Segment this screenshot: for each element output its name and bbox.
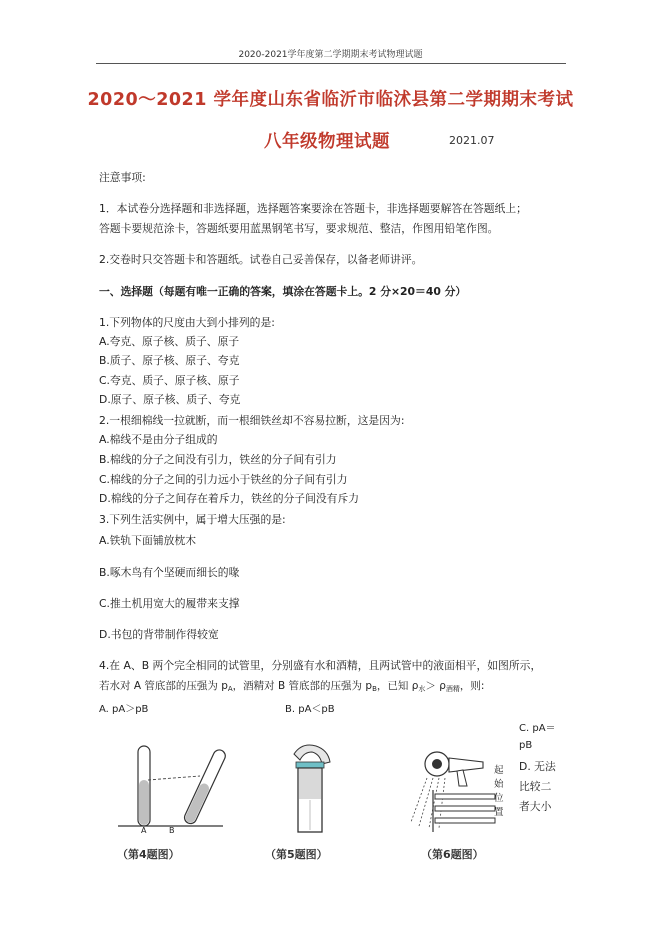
q2-option-d: D.棉线的分子之间存在着斥力，铁丝的分子间没有斥力 — [99, 492, 360, 505]
q2-stem: 2.一根细棉线一拉就断，而一根细铁丝却不容易拉断，这是因为: — [99, 414, 405, 427]
q1-option-a: A.夸克、原子核、质子、原子 — [99, 335, 240, 348]
q2-option-c: C.棉线的分子之间的引力远小于铁丝的分子间有引力 — [99, 473, 348, 486]
q4-option-d-line3: 者大小 — [519, 800, 552, 813]
header-divider — [96, 63, 566, 64]
q1-stem: 1.下列物体的尺度由大到小排列的是: — [99, 316, 275, 329]
notes-paragraph-1a: 1．本试卷分选择题和非选择题，选择题答案要涂在答题卡，非选择题要解答在答题纸上； — [99, 202, 527, 215]
figure-6-caption: （第6题图） — [421, 848, 484, 861]
q3-option-c: C.推土机用宽大的履带来支撑 — [99, 597, 240, 610]
running-header: 2020-2021学年度第二学期期末考试物理试题 — [238, 50, 423, 60]
exam-subtitle: 八年级物理试题 — [264, 132, 390, 152]
q3-option-a: A.铁轨下面铺放枕木 — [99, 534, 197, 547]
figure-6-side-label: 起 始 位 置 — [494, 765, 504, 818]
q1-option-b: B.质子、原子核、原子、夸克 — [99, 354, 240, 367]
q3-stem: 3.下列生活实例中，属于增大压强的是: — [99, 513, 286, 526]
figure-6-hair-dryer — [405, 750, 505, 840]
q1-option-d: D.原子、原子核、质子、夸克 — [99, 393, 241, 406]
exam-title: 2020～2021 学年度山东省临沂市临沭县第二学期期末考试 — [87, 90, 574, 110]
q3-option-b: B.啄木鸟有个坚硬而细长的喙 — [99, 566, 240, 579]
q2-option-a: A.棉线不是由分子组成的 — [99, 433, 218, 446]
figure-5-caption: （第5题图） — [265, 848, 328, 861]
q4-stem-line2: 若水对 A 管底部的压强为 $p_A$，酒精对 B 管底部的压强为 $p_B$，已知 $\rho_水> \rho_{酒精}$，则: — [99, 680, 485, 693]
figure-4-test-tubes — [118, 738, 228, 838]
q4-option-a: A. pA＞pB — [99, 704, 149, 715]
q3-option-d: D.书包的背带制作得较宽 — [99, 628, 219, 641]
figure-4-caption: （第4题图） — [117, 848, 180, 861]
q4-option-c-line1: C. pA＝ — [519, 723, 556, 734]
figure-4-label-a: A — [141, 826, 147, 835]
notes-heading: 注意事项: — [99, 171, 146, 184]
exam-date: 2021.07 — [449, 134, 495, 147]
notes-paragraph-1b: 答题卡要规范涂卡，答题纸要用蓝黑钢笔书写，要求规范、整洁，作图用铅笔作图。 — [99, 222, 499, 235]
figure-5-tube-card — [284, 738, 344, 838]
section-heading: 一、选择题（每题有唯一正确的答案，填涂在答题卡上。2 分×20＝40 分） — [99, 285, 467, 298]
figure-4-label-b: B — [169, 826, 175, 835]
q4-option-b: B. pA＜pB — [285, 704, 335, 715]
q1-option-c: C.夸克、质子、原子核、原子 — [99, 374, 240, 387]
q4-stem-line1: 4.在 A、B 两个完全相同的试管里，分别盛有水和酒精，且两试管中的液面相平，如图所示， — [99, 659, 542, 672]
q4-option-d-line2: 比较二 — [519, 780, 552, 793]
q4-option-c-line2: pB — [519, 740, 533, 751]
q2-option-b: B.棉线的分子之间没有引力，铁丝的分子间有引力 — [99, 453, 337, 466]
notes-paragraph-2: 2.交卷时只交答题卡和答题纸。试卷自己妥善保存，以备老师讲评。 — [99, 253, 423, 266]
q4-option-d-line1: D. 无法 — [519, 760, 556, 773]
